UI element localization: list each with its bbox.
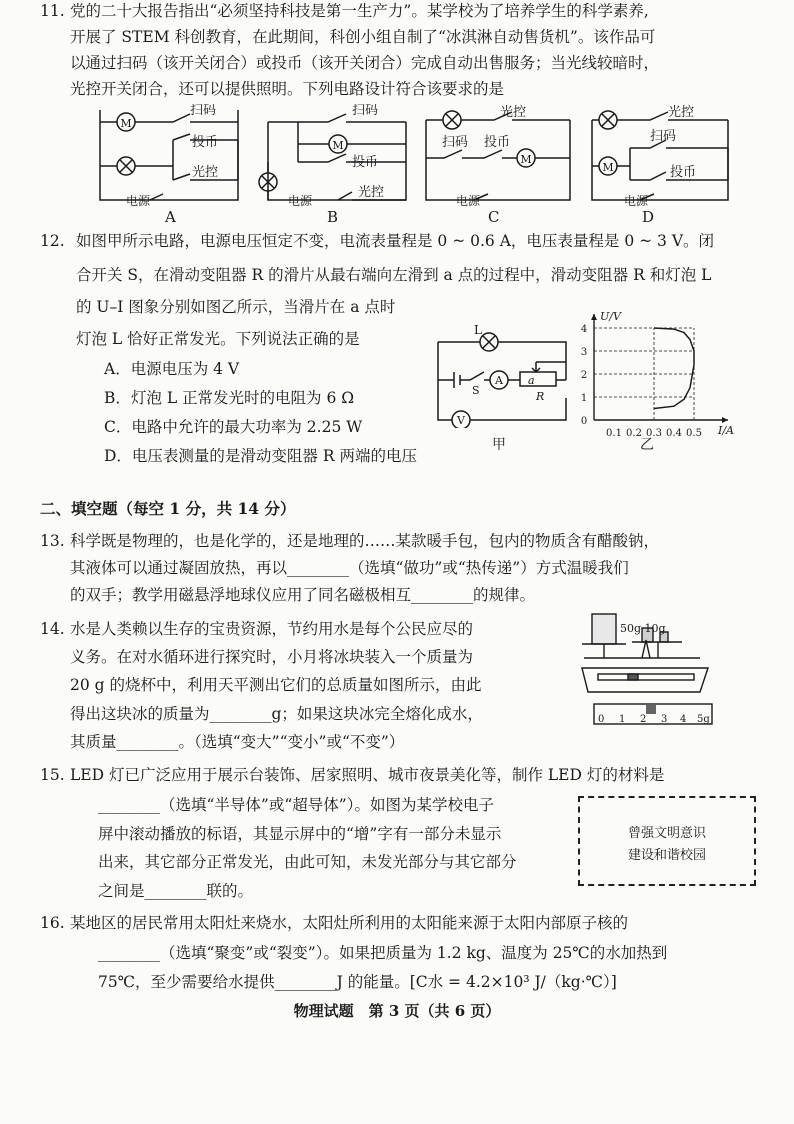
q16-line-1: 某地区的居民常用太阳灶来烧水，太阳灶所利用的太阳能来源于太阳内部原子核的 bbox=[70, 914, 629, 932]
circuit-c-light-text: 光控 bbox=[500, 105, 527, 120]
q11-circuit-c bbox=[424, 104, 572, 208]
balance-weights-text: 50g 10g bbox=[620, 622, 666, 635]
q12-number: 12. bbox=[40, 232, 65, 250]
jia-ammeter-text: A bbox=[495, 374, 503, 387]
x-tick-label-2: 0.3 bbox=[646, 428, 662, 438]
y-tick-label-3: 3 bbox=[580, 347, 588, 358]
q11-line-3: 以通过扫码（该开关闭合）或投币（该开关闭合）完成自动出售服务；当光线较暗时， bbox=[70, 54, 660, 72]
q12-choice-d: D．电压表测量的是滑动变阻器 R 两端的电压 bbox=[104, 447, 417, 465]
q12-figure-yi-chart bbox=[572, 308, 734, 438]
q14-line-5: 其质量________。（选填“变大”“变小”或“不变”） bbox=[70, 733, 405, 751]
y-tick-label-2: 2 bbox=[580, 370, 588, 381]
scale-tick-5: 5g bbox=[697, 714, 710, 725]
q11-circuit-b bbox=[258, 104, 408, 208]
q15-number: 15. bbox=[40, 766, 65, 784]
q15-line-5: 之间是________联的。 bbox=[98, 882, 254, 900]
q12-choice-a: A．电源电压为 4 V bbox=[104, 360, 240, 378]
scale-tick-0: 0 bbox=[598, 714, 605, 725]
circuit-b-light-text: 光控 bbox=[358, 185, 385, 200]
circuit-c-motor-text: M bbox=[520, 153, 532, 166]
y-axis-label: U/V bbox=[600, 310, 621, 323]
q11-circuit-d bbox=[590, 104, 730, 208]
q15-line-3: 屏中滚动播放的标语，其显示屏中的“增”字有一部分未显示 bbox=[98, 825, 502, 843]
q12-line-3: 的 U–I 图象分别如图乙所示，当滑片在 a 点时 bbox=[76, 298, 396, 316]
jia-lamp-text: L bbox=[474, 323, 482, 337]
scale-tick-2: 2 bbox=[640, 714, 647, 725]
q14-line-3: 20 g 的烧杯中，利用天平测出它们的总质量如图所示，由此 bbox=[70, 676, 482, 694]
x-axis-arrow bbox=[722, 417, 728, 423]
q11-line-4: 光控开关闭合，还可以提供照明。下列电路设计符合该要求的是 bbox=[70, 80, 505, 98]
jia-point-a-text: a bbox=[528, 374, 535, 387]
q12-choice-b: B．灯泡 L 正常发光时的电阻为 6 Ω bbox=[104, 389, 355, 407]
q12-line-4: 灯泡 L 恰好正常发光。下列说法正确的是 bbox=[76, 330, 360, 348]
q16-line-3: 75℃，至少需要给水提供________J 的能量。[C水 = 4.2×10³ J/（kg·℃）] bbox=[98, 973, 617, 991]
q13-line-3: 的双手；教学用磁悬浮地球仪应用了同名磁极相互________的规律。 bbox=[70, 586, 536, 604]
q12-choice-c: C．电路中允许的最大功率为 2.25 W bbox=[104, 418, 363, 436]
q12-figure-yi-caption: 乙 bbox=[640, 437, 654, 453]
circuit-a-scan-text: 扫码 bbox=[190, 104, 217, 118]
circuit-d-motor-text: M bbox=[602, 161, 614, 174]
circuit-b-power-text: 电源 bbox=[288, 194, 313, 208]
slogan-line-1: 曾强文明意识 bbox=[627, 826, 706, 841]
circuit-d-scan-text: 扫码 bbox=[650, 129, 677, 144]
q11-option-a-label: A bbox=[165, 208, 176, 226]
q11-option-c-label: C bbox=[488, 208, 500, 226]
q11-line-2: 开展了 STEM 科创教育，在此期间，科创小组自制了“冰淇淋自动售货机”。该作品可 bbox=[70, 28, 656, 46]
q13-line-1: 科学既是物理的，也是化学的，还是地理的……某款暖手包，包内的物质含有醋酸钠， bbox=[70, 532, 660, 550]
y-tick-label-4: 4 bbox=[580, 324, 588, 335]
q11-line-1: 党的二十大报告指出“必须坚持科技是第一生产力”。某学校为了培养学生的科学素养, bbox=[70, 2, 649, 20]
q11-circuit-a bbox=[98, 104, 240, 208]
slogan-line-2: 建设和谐校园 bbox=[627, 848, 706, 863]
y-tick-label-1: 1 bbox=[580, 393, 588, 404]
circuit-c-scan-text: 扫码 bbox=[442, 135, 469, 150]
q13-line-2: 其液体可以通过凝固放热，再以________（选填“做功”或“热传递”）方式温暖我们 bbox=[70, 559, 629, 577]
scale-tick-3: 3 bbox=[661, 714, 668, 725]
scale-tick-1: 1 bbox=[619, 714, 626, 725]
q12-line-1: 如图甲所示电路，电源电压恒定不变，电流表量程是 0 ~ 0.6 A，电压表量程是 0 ~ 3 V。闭 bbox=[76, 232, 715, 250]
q15-line-2: ________（选填“半导体”或“超导体”）。如图为某学校电子 bbox=[98, 796, 494, 814]
q15-line-1: LED 灯已广泛应用于展示台装饰、居家照明、城市夜景美化等，制作 LED 灯的材料是 bbox=[70, 766, 665, 784]
x-tick-label-3: 0.4 bbox=[666, 428, 682, 438]
q14-balance-figure bbox=[572, 610, 720, 728]
circuit-b-motor-text: M bbox=[332, 139, 344, 152]
circuit-a-power-text: 电源 bbox=[126, 194, 151, 208]
q16-line-2: ________（选填“聚变”或“裂变”）。如果把质量为 1.2 kg、温度为 25℃的水加热到 bbox=[98, 944, 668, 962]
y-tick-label-0: 0 bbox=[580, 416, 588, 427]
q12-figure-jia bbox=[432, 322, 572, 428]
section-2-heading: 二、填空题（每空 1 分，共 14 分） bbox=[40, 499, 296, 518]
jia-voltmeter-text: V bbox=[457, 414, 465, 427]
q12-figure-jia-caption: 甲 bbox=[492, 437, 506, 453]
circuit-d-coin-text: 投币 bbox=[670, 165, 697, 180]
q15-line-4: 出来，其它部分正常发光，由此可知，未发光部分与其它部分 bbox=[98, 853, 517, 871]
q11-number: 11. bbox=[40, 2, 65, 20]
jia-rheostat-text: R bbox=[536, 390, 545, 403]
q14-line-4: 得出这块冰的质量为________g；如果这块冰完全熔化成水， bbox=[70, 705, 483, 723]
y-axis-arrow bbox=[591, 314, 597, 320]
x-axis-label: I/A bbox=[718, 424, 734, 437]
q13-number: 13. bbox=[40, 532, 65, 550]
q14-number: 14. bbox=[40, 620, 65, 638]
circuit-c-coin-text: 投币 bbox=[484, 135, 511, 150]
circuit-a-motor-text: M bbox=[120, 117, 132, 130]
scale-tick-4: 4 bbox=[680, 714, 687, 725]
q16-number: 16. bbox=[40, 914, 65, 932]
q11-option-d-label: D bbox=[642, 208, 655, 226]
q12-line-2: 合开关 S，在滑动变阻器 R 的滑片从最右端向左滑到 a 点的过程中，滑动变阻器 R 和灯泡 L bbox=[76, 266, 712, 284]
page-footer: 物理试题 第 3 页（共 6 页） bbox=[293, 1002, 501, 1020]
q11-option-b-label: B bbox=[327, 208, 339, 226]
x-tick-label-4: 0.5 bbox=[686, 428, 702, 438]
circuit-d-light-text: 光控 bbox=[668, 105, 695, 120]
led-slogan-screen bbox=[578, 796, 756, 886]
circuit-a-light-text: 光控 bbox=[192, 165, 219, 180]
circuit-d-power-text: 电源 bbox=[624, 194, 649, 208]
series-line-R bbox=[654, 328, 694, 365]
x-tick-label-0: 0.1 bbox=[606, 428, 622, 438]
q14-line-2: 义务。在对水循环进行探究时，小月将冰块装入一个质量为 bbox=[70, 648, 474, 666]
circuit-b-scan-text: 扫码 bbox=[352, 104, 379, 118]
x-tick-label-1: 0.2 bbox=[626, 428, 642, 438]
circuit-b-coin-text: 投币 bbox=[352, 155, 379, 170]
circuit-a-coin-text: 投币 bbox=[192, 135, 219, 150]
circuit-c-power-text: 电源 bbox=[456, 194, 481, 208]
jia-switch-text: S bbox=[472, 384, 480, 397]
series-line-L bbox=[654, 365, 694, 409]
q14-line-1: 水是人类赖以生存的宝贵资源，节约用水是每个公民应尽的 bbox=[70, 620, 474, 638]
